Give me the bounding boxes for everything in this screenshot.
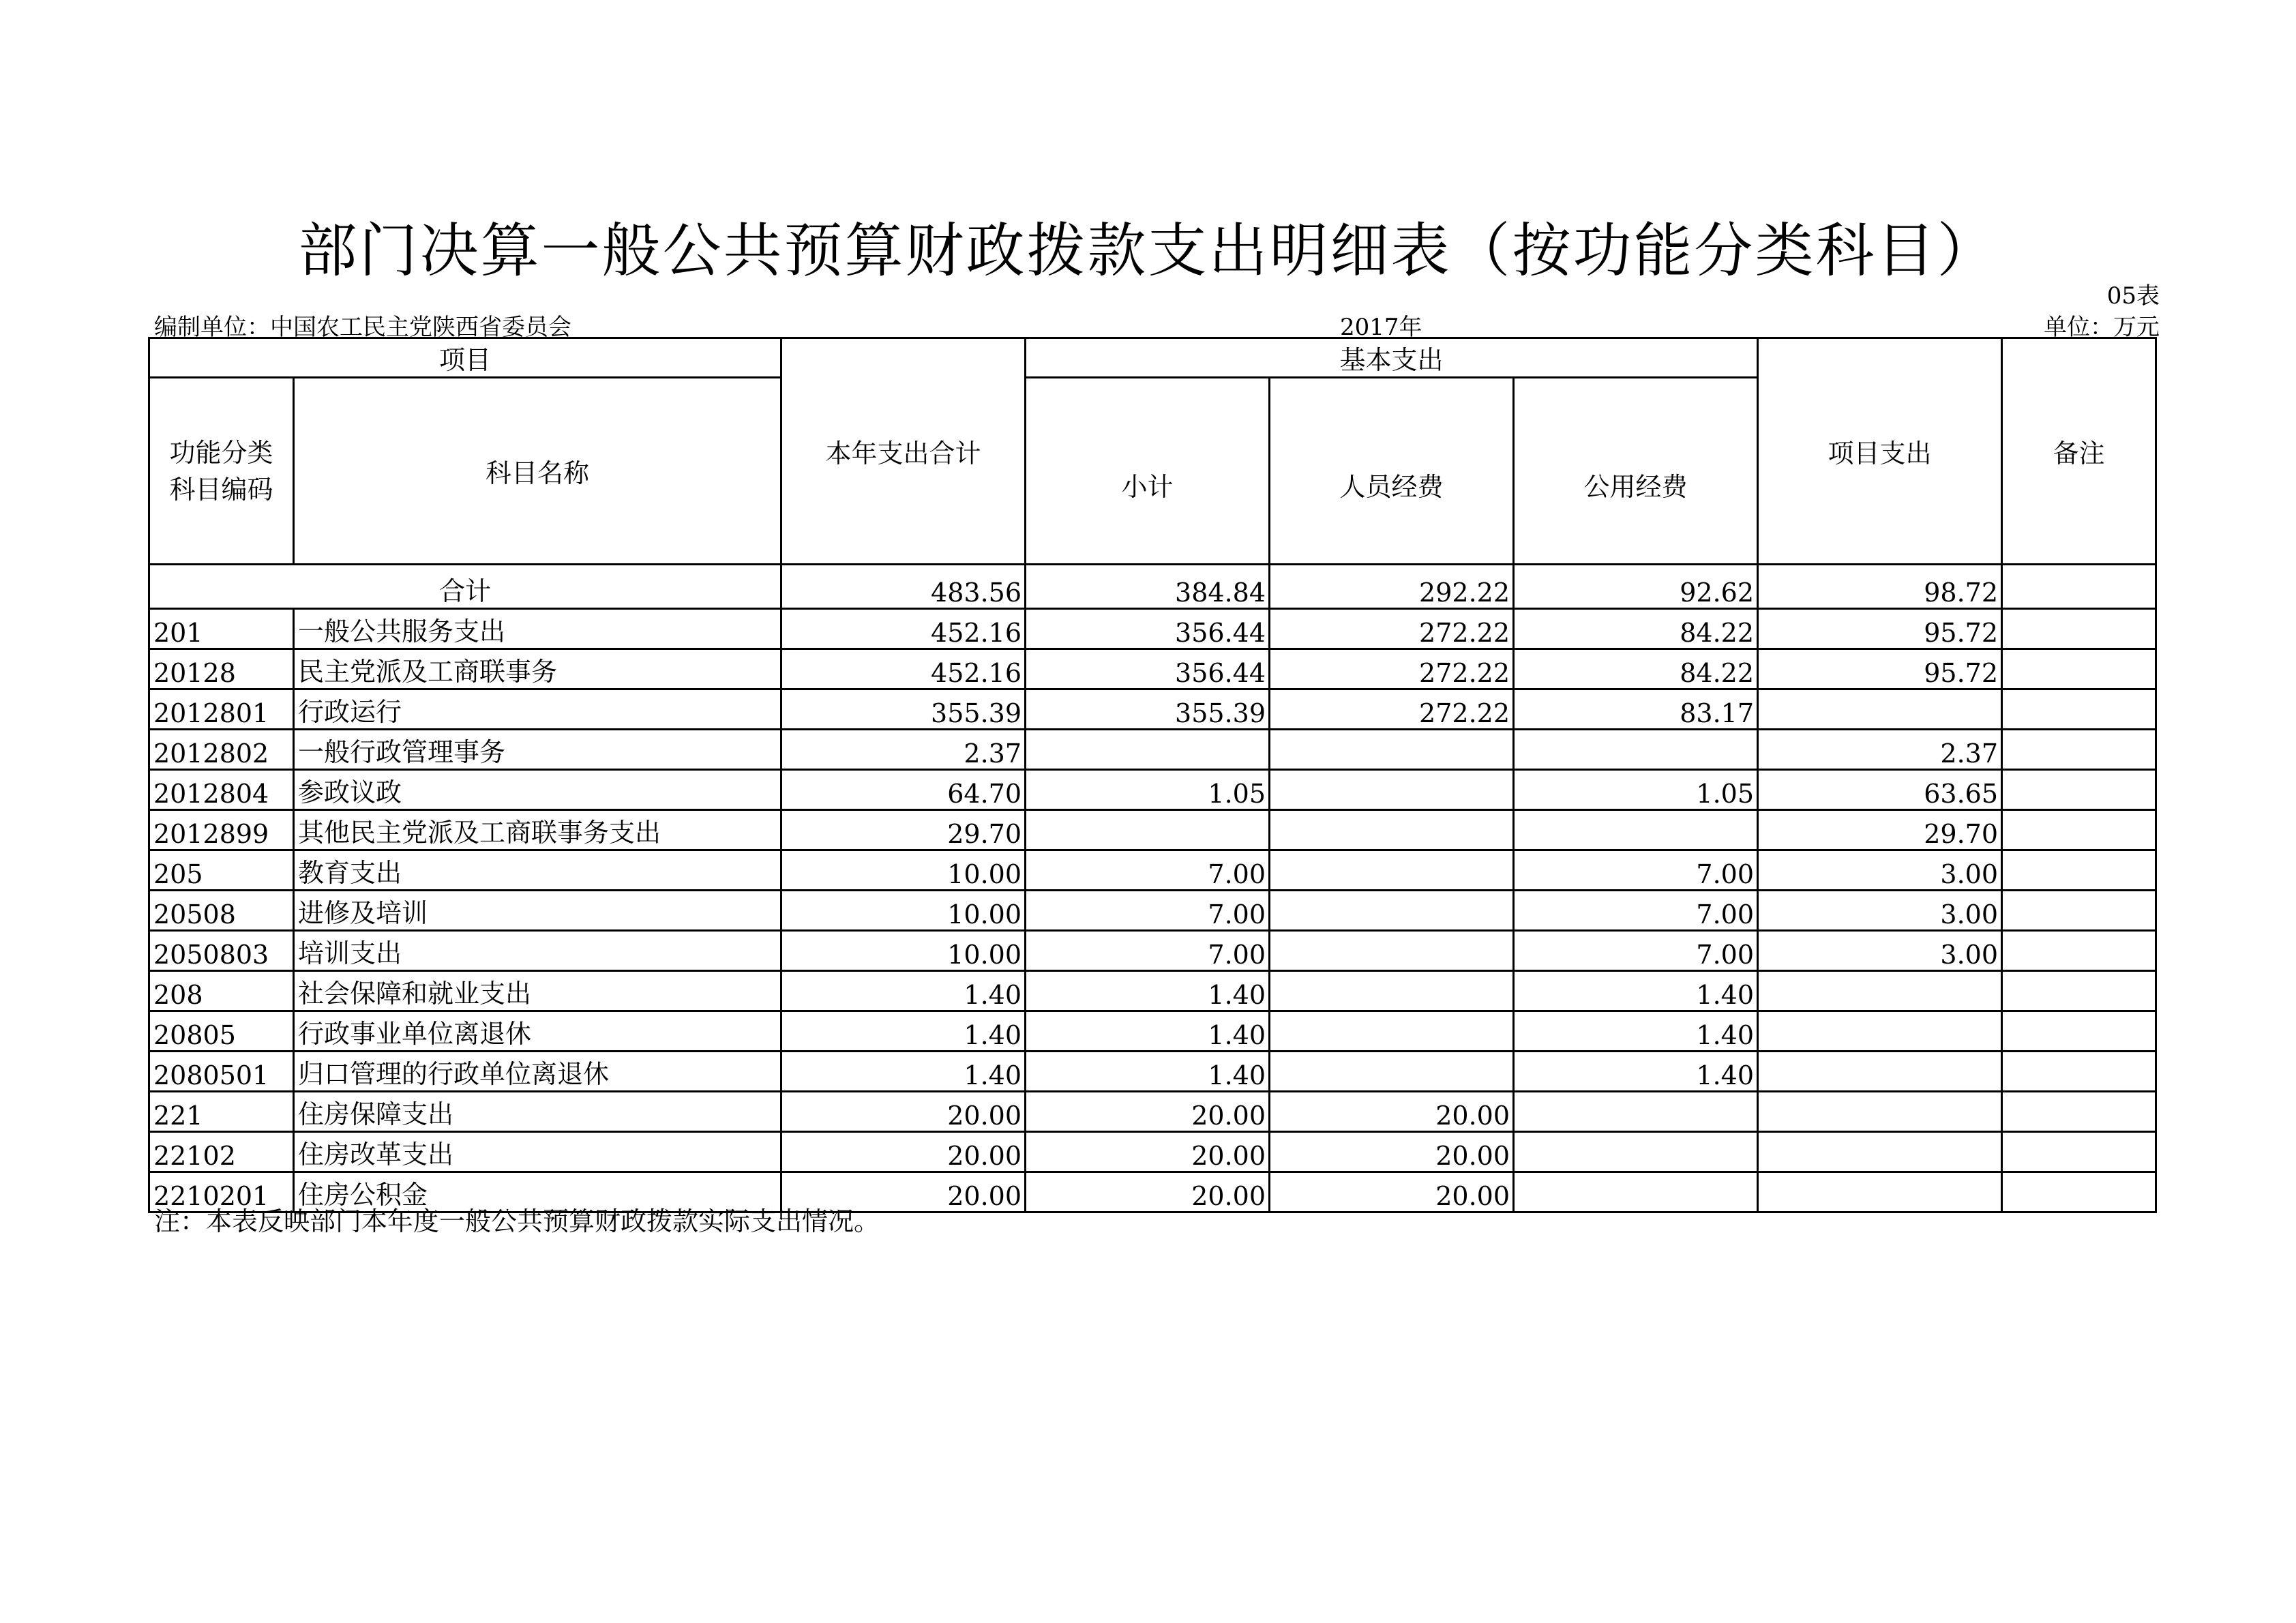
- row-name: 进修及培训: [294, 891, 781, 931]
- row-personnel: [1270, 891, 1514, 931]
- total-label: 合计: [149, 565, 781, 609]
- header-function-code-line2: 科目编码: [169, 474, 273, 505]
- row-total: 20.00: [781, 1092, 1026, 1132]
- row-code: 20128: [149, 649, 294, 689]
- row-remark: [2002, 609, 2156, 649]
- header-project-expense: 项目支出: [1758, 338, 2002, 565]
- row-code: 2012804: [149, 770, 294, 810]
- row-public: [1514, 1172, 1758, 1212]
- row-subtotal: 7.00: [1026, 891, 1270, 931]
- row-total: 1.40: [781, 1011, 1026, 1052]
- row-personnel: [1270, 971, 1514, 1011]
- table-row: [149, 770, 2156, 810]
- compiling-unit-label: 编制单位：: [154, 314, 270, 341]
- row-project: 63.65: [1758, 770, 2002, 810]
- row-name: 民主党派及工商联事务: [294, 649, 781, 689]
- row-personnel: 272.22: [1270, 649, 1514, 689]
- row-name: 住房改革支出: [294, 1132, 781, 1172]
- row-code: 2050803: [149, 931, 294, 971]
- row-project: [1758, 689, 2002, 730]
- row-code: 2012899: [149, 810, 294, 850]
- row-code: 2210201: [149, 1172, 294, 1212]
- total-public: 92.62: [1514, 565, 1758, 609]
- row-name: 归口管理的行政单位离退休: [294, 1052, 781, 1092]
- row-code: 22102: [149, 1132, 294, 1172]
- row-name: 培训支出: [294, 931, 781, 971]
- row-personnel: 20.00: [1270, 1172, 1514, 1212]
- row-public: 7.00: [1514, 891, 1758, 931]
- table-row: [149, 609, 2156, 649]
- header-subtotal: 小计: [1026, 378, 1270, 565]
- row-name: 其他民主党派及工商联事务支出: [294, 810, 781, 850]
- row-name: 住房公积金: [294, 1172, 781, 1212]
- row-subtotal: 355.39: [1026, 689, 1270, 730]
- row-remark: [2002, 1172, 2156, 1212]
- row-subtotal: [1026, 810, 1270, 850]
- row-total: 10.00: [781, 850, 1026, 891]
- row-name: 行政运行: [294, 689, 781, 730]
- row-project: [1758, 1052, 2002, 1092]
- row-code: 221: [149, 1092, 294, 1132]
- row-personnel: 20.00: [1270, 1132, 1514, 1172]
- row-total: 355.39: [781, 689, 1026, 730]
- total-row: [149, 565, 2156, 609]
- row-subtotal: 356.44: [1026, 649, 1270, 689]
- row-public: 7.00: [1514, 931, 1758, 971]
- row-name: 行政事业单位离退休: [294, 1011, 781, 1052]
- row-public: 83.17: [1514, 689, 1758, 730]
- row-remark: [2002, 971, 2156, 1011]
- total-cell: 483.56: [781, 565, 1026, 609]
- total-project: 98.72: [1758, 565, 2002, 609]
- table-row: [149, 1011, 2156, 1052]
- row-project: 29.70: [1758, 810, 2002, 850]
- row-remark: [2002, 689, 2156, 730]
- row-remark: [2002, 850, 2156, 891]
- row-personnel: [1270, 810, 1514, 850]
- row-subtotal: 1.40: [1026, 1052, 1270, 1092]
- row-personnel: [1270, 850, 1514, 891]
- row-remark: [2002, 730, 2156, 770]
- row-project: 3.00: [1758, 850, 2002, 891]
- row-remark: [2002, 649, 2156, 689]
- row-name: 社会保障和就业支出: [294, 971, 781, 1011]
- row-personnel: 272.22: [1270, 689, 1514, 730]
- total-personnel: 292.22: [1270, 565, 1514, 609]
- row-subtotal: 20.00: [1026, 1132, 1270, 1172]
- row-total: 20.00: [781, 1132, 1026, 1172]
- row-public: 7.00: [1514, 850, 1758, 891]
- row-subtotal: 20.00: [1026, 1172, 1270, 1212]
- header-personnel: 人员经费: [1270, 378, 1514, 565]
- row-public: 1.05: [1514, 770, 1758, 810]
- row-public: [1514, 1092, 1758, 1132]
- table-row: [149, 1092, 2156, 1132]
- row-subtotal: 1.05: [1026, 770, 1270, 810]
- row-remark: [2002, 931, 2156, 971]
- row-public: 1.40: [1514, 971, 1758, 1011]
- row-project: 3.00: [1758, 891, 2002, 931]
- row-name: 一般行政管理事务: [294, 730, 781, 770]
- row-subtotal: 356.44: [1026, 609, 1270, 649]
- row-public: [1514, 810, 1758, 850]
- row-project: [1758, 1172, 2002, 1212]
- table-row: [149, 1132, 2156, 1172]
- header-remark: 备注: [2002, 338, 2156, 565]
- row-public: 1.40: [1514, 1011, 1758, 1052]
- table-row: [149, 931, 2156, 971]
- header-function-code: [149, 378, 294, 565]
- compiling-unit-name: 中国农工民主党陕西省委员会: [270, 314, 571, 341]
- row-public: 84.22: [1514, 649, 1758, 689]
- row-public: [1514, 730, 1758, 770]
- row-subtotal: 1.40: [1026, 1011, 1270, 1052]
- page-title: 部门决算一般公共预算财政拨款支出明细表（按功能分类科目）: [298, 217, 1998, 285]
- row-project: 95.72: [1758, 609, 2002, 649]
- row-personnel: [1270, 770, 1514, 810]
- row-subtotal: 7.00: [1026, 850, 1270, 891]
- row-public: 84.22: [1514, 609, 1758, 649]
- row-total: 452.16: [781, 649, 1026, 689]
- table-row: [149, 1052, 2156, 1092]
- row-remark: [2002, 1011, 2156, 1052]
- row-project: 95.72: [1758, 649, 2002, 689]
- row-personnel: 20.00: [1270, 1092, 1514, 1132]
- row-code: 20508: [149, 891, 294, 931]
- row-name: 教育支出: [294, 850, 781, 891]
- row-code: 20805: [149, 1011, 294, 1052]
- row-code: 2080501: [149, 1052, 294, 1092]
- row-public: 1.40: [1514, 1052, 1758, 1092]
- report-year: 2017年: [1340, 314, 1422, 341]
- row-total: 1.40: [781, 1052, 1026, 1092]
- header-basic: 基本支出: [1026, 338, 1758, 378]
- row-name: 住房保障支出: [294, 1092, 781, 1132]
- row-subtotal: 20.00: [1026, 1092, 1270, 1132]
- table-row: [149, 810, 2156, 850]
- row-personnel: [1270, 1052, 1514, 1092]
- row-remark: [2002, 810, 2156, 850]
- row-code: 205: [149, 850, 294, 891]
- row-project: [1758, 1132, 2002, 1172]
- row-total: 64.70: [781, 770, 1026, 810]
- row-project: [1758, 1092, 2002, 1132]
- table-row: [149, 850, 2156, 891]
- row-project: 3.00: [1758, 931, 2002, 971]
- header-subject-name: 科目名称: [294, 378, 781, 565]
- table-row: [149, 649, 2156, 689]
- row-project: 2.37: [1758, 730, 2002, 770]
- header-function-code-line1: 功能分类: [169, 437, 273, 468]
- row-total: 20.00: [781, 1172, 1026, 1212]
- total-subtotal: 384.84: [1026, 565, 1270, 609]
- table-row: [149, 730, 2156, 770]
- row-code: 2012801: [149, 689, 294, 730]
- row-personnel: [1270, 931, 1514, 971]
- row-public: [1514, 1132, 1758, 1172]
- row-remark: [2002, 770, 2156, 810]
- row-subtotal: 7.00: [1026, 931, 1270, 971]
- row-total: 1.40: [781, 971, 1026, 1011]
- row-personnel: [1270, 730, 1514, 770]
- row-subtotal: [1026, 730, 1270, 770]
- currency-unit: 单位：万元: [2044, 314, 2160, 341]
- row-personnel: 272.22: [1270, 609, 1514, 649]
- header-public: 公用经费: [1514, 378, 1758, 565]
- row-total: 2.37: [781, 730, 1026, 770]
- table-row: [149, 971, 2156, 1011]
- row-remark: [2002, 1092, 2156, 1132]
- row-code: 2012802: [149, 730, 294, 770]
- expenditure-table: [148, 337, 2157, 1213]
- row-personnel: [1270, 1011, 1514, 1052]
- row-remark: [2002, 1132, 2156, 1172]
- header-total: 本年支出合计: [781, 338, 1026, 565]
- row-remark: [2002, 891, 2156, 931]
- row-name: 参政议政: [294, 770, 781, 810]
- row-total: 452.16: [781, 609, 1026, 649]
- row-total: 10.00: [781, 891, 1026, 931]
- row-name: 一般公共服务支出: [294, 609, 781, 649]
- row-code: 208: [149, 971, 294, 1011]
- row-code: 201: [149, 609, 294, 649]
- row-project: [1758, 971, 2002, 1011]
- table-row: [149, 689, 2156, 730]
- row-total: 29.70: [781, 810, 1026, 850]
- row-total: 10.00: [781, 931, 1026, 971]
- row-remark: [2002, 1052, 2156, 1092]
- row-project: [1758, 1011, 2002, 1052]
- header-project: 项目: [149, 338, 781, 378]
- total-remark: [2002, 565, 2156, 609]
- table-note: 注：本表反映部门本年度一般公共预算财政拨款实际支出情况。: [154, 1206, 880, 1236]
- row-subtotal: 1.40: [1026, 971, 1270, 1011]
- table-row: [149, 891, 2156, 931]
- table-number: 05表: [2106, 282, 2160, 310]
